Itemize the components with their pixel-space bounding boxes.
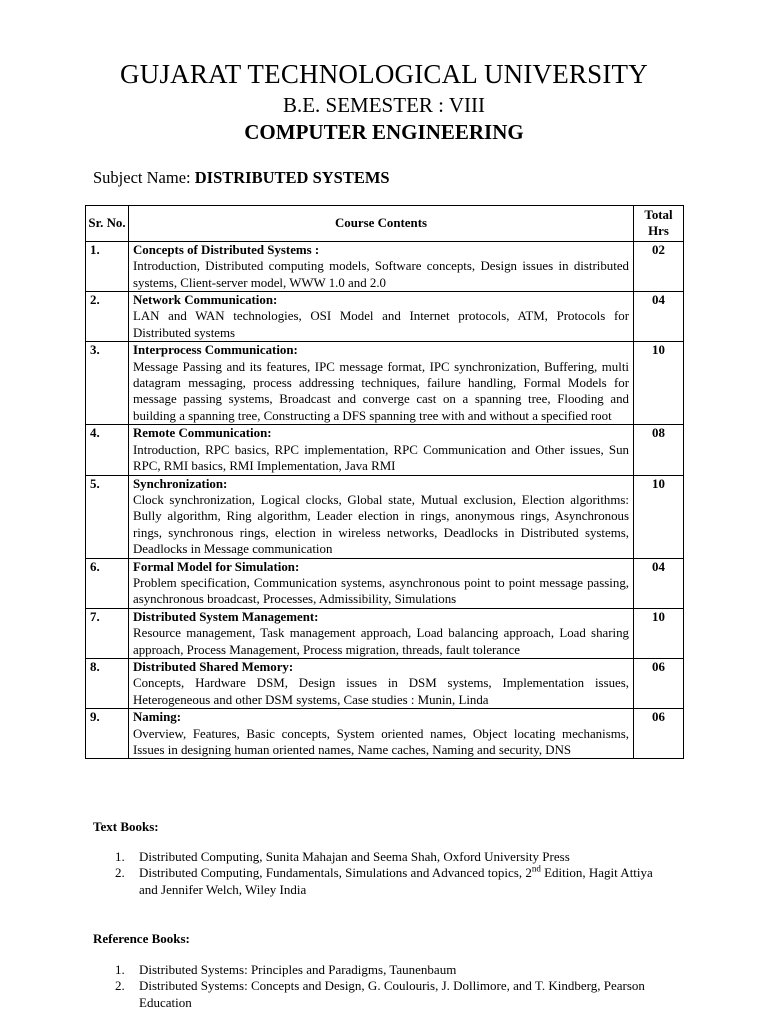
- row-total-hrs: 04: [634, 292, 684, 342]
- unit-description: Introduction, RPC basics, RPC implementation, RPC Communication and Other issues, Sun RPC, RMI basics, RMI Implementation, Java RMI: [133, 442, 629, 474]
- row-sr-no: 8.: [86, 658, 129, 708]
- text-books-list: [93, 849, 673, 898]
- unit-title: Formal Model for Simulation:: [133, 559, 300, 574]
- row-total-hrs: 10: [634, 342, 684, 425]
- row-total-hrs: 10: [634, 475, 684, 558]
- reference-books-heading: Reference Books:: [93, 931, 190, 946]
- row-sr-no: 3.: [86, 342, 129, 425]
- row-content: [129, 608, 634, 658]
- branch-title: COMPUTER ENGINEERING: [244, 120, 524, 144]
- course-row: [86, 558, 684, 608]
- text-book-item: 1. Distributed Computing, Sunita Mahajan and Seema Shah, Oxford University Press: [115, 849, 570, 864]
- header-total-hrs: Total Hrs: [634, 206, 684, 242]
- course-row: [86, 241, 684, 291]
- row-total-hrs: 10: [634, 608, 684, 658]
- unit-description: LAN and WAN technologies, OSI Model and Internet protocols, ATM, Protocols for Distributed systems: [133, 309, 629, 340]
- course-row: [86, 608, 684, 658]
- unit-title: Synchronization:: [133, 476, 228, 491]
- row-total-hrs: 06: [634, 658, 684, 708]
- row-content: [129, 241, 634, 291]
- row-sr-no: 4.: [86, 425, 129, 475]
- header-course-contents: Course Contents: [129, 206, 634, 242]
- subject-label: Subject Name:: [93, 168, 191, 187]
- reference-book-item: 2. Distributed Systems: Concepts and Design, G. Coulouris, J. Dollimore, and T. Kindberg, Pearson Education: [115, 978, 645, 1010]
- header-sr-no: Sr. No.: [86, 206, 129, 242]
- subject-line: [93, 167, 390, 189]
- row-content: [129, 709, 634, 759]
- unit-title: Naming:: [133, 710, 181, 725]
- row-content: [129, 292, 634, 342]
- row-content: [129, 558, 634, 608]
- course-row: [86, 292, 684, 342]
- course-table-header: [86, 206, 684, 242]
- unit-title: Network Communication:: [133, 293, 278, 308]
- unit-description: Overview, Features, Basic concepts, System oriented names, Object locating mechanisms, Issues in designing human oriented names, Name caches, Naming and security, DNS: [133, 726, 629, 757]
- subject-name: DISTRIBUTED SYSTEMS: [194, 168, 390, 187]
- row-sr-no: 5.: [86, 475, 129, 558]
- row-content: [129, 425, 634, 475]
- row-sr-no: 9.: [86, 709, 129, 759]
- unit-description: Message Passing and its features, IPC message format, IPC synchronization, Buffering, multi datagram messaging, process addressing techniques, failure handling, Formal Models for message passing systems, Broadcast and converge cast on a spanning tree, Flooding and building a spanning tree, Constructing a DFS spanning tree with and without a specified root: [133, 359, 629, 423]
- text-book-item: 2. Distributed Computing, Fundamentals, Simulations and Advanced topics, 2nd Edition, Hagit Attiya and Jennifer Welch, Wiley India: [115, 864, 653, 897]
- row-sr-no: 6.: [86, 558, 129, 608]
- course-table: [85, 205, 684, 759]
- unit-title: Distributed System Management:: [133, 609, 319, 624]
- unit-title: Concepts of Distributed Systems :: [133, 242, 320, 257]
- row-content: [129, 658, 634, 708]
- unit-title: Distributed Shared Memory:: [133, 659, 294, 674]
- text-books-heading: Text Books:: [93, 819, 159, 834]
- unit-description: Resource management, Task management approach, Load balancing approach, Load sharing approach, Process Management, Process migration, threads, fault tolerance: [133, 626, 629, 657]
- unit-description: Clock synchronization, Logical clocks, Global state, Mutual exclusion, Election algorithms: Bully algorithm, Ring algorithm, Leader election in rings, anonymous rings, Asynchronous rings, synchronous rings, election in wireless networks, Deadlocks in Distributed systems, Deadlocks in Message communication: [133, 492, 629, 557]
- unit-description: Introduction, Distributed computing models, Software concepts, Design issues in distributed systems, Client-server model, WWW 1.0 and 2.0: [133, 259, 629, 290]
- unit-title: Interprocess Communication:: [133, 343, 298, 358]
- reference-book-item: 1. Distributed Systems: Principles and Paradigms, Taunenbaum: [115, 962, 457, 977]
- semester-title: B.E. SEMESTER : VIII: [282, 93, 486, 117]
- course-row: [86, 342, 684, 425]
- row-total-hrs: 06: [634, 709, 684, 759]
- unit-description: Concepts, Hardware DSM, Design issues in DSM systems, Implementation issues, Heterogeneous and other DSM systems, Case studies : Munin, Linda: [133, 676, 629, 707]
- unit-description: Problem specification, Communication systems, asynchronous point to point message passing, asynchronous broadcast, Processes, Admissibility, Simulations: [133, 575, 629, 607]
- university-title: GUJARAT TECHNOLOGICAL UNIVERSITY: [120, 59, 648, 89]
- row-total-hrs: 02: [634, 241, 684, 291]
- reference-books-list: [93, 962, 673, 1011]
- row-total-hrs: 08: [634, 425, 684, 475]
- row-sr-no: 2.: [86, 292, 129, 342]
- row-sr-no: 7.: [86, 608, 129, 658]
- unit-title: Remote Communication:: [133, 426, 272, 441]
- row-sr-no: 1.: [86, 241, 129, 291]
- course-row: [86, 658, 684, 708]
- row-content: [129, 475, 634, 558]
- course-row: [86, 709, 684, 759]
- row-total-hrs: 04: [634, 558, 684, 608]
- course-row: [86, 425, 684, 475]
- course-row: [86, 475, 684, 558]
- row-content: [129, 342, 634, 425]
